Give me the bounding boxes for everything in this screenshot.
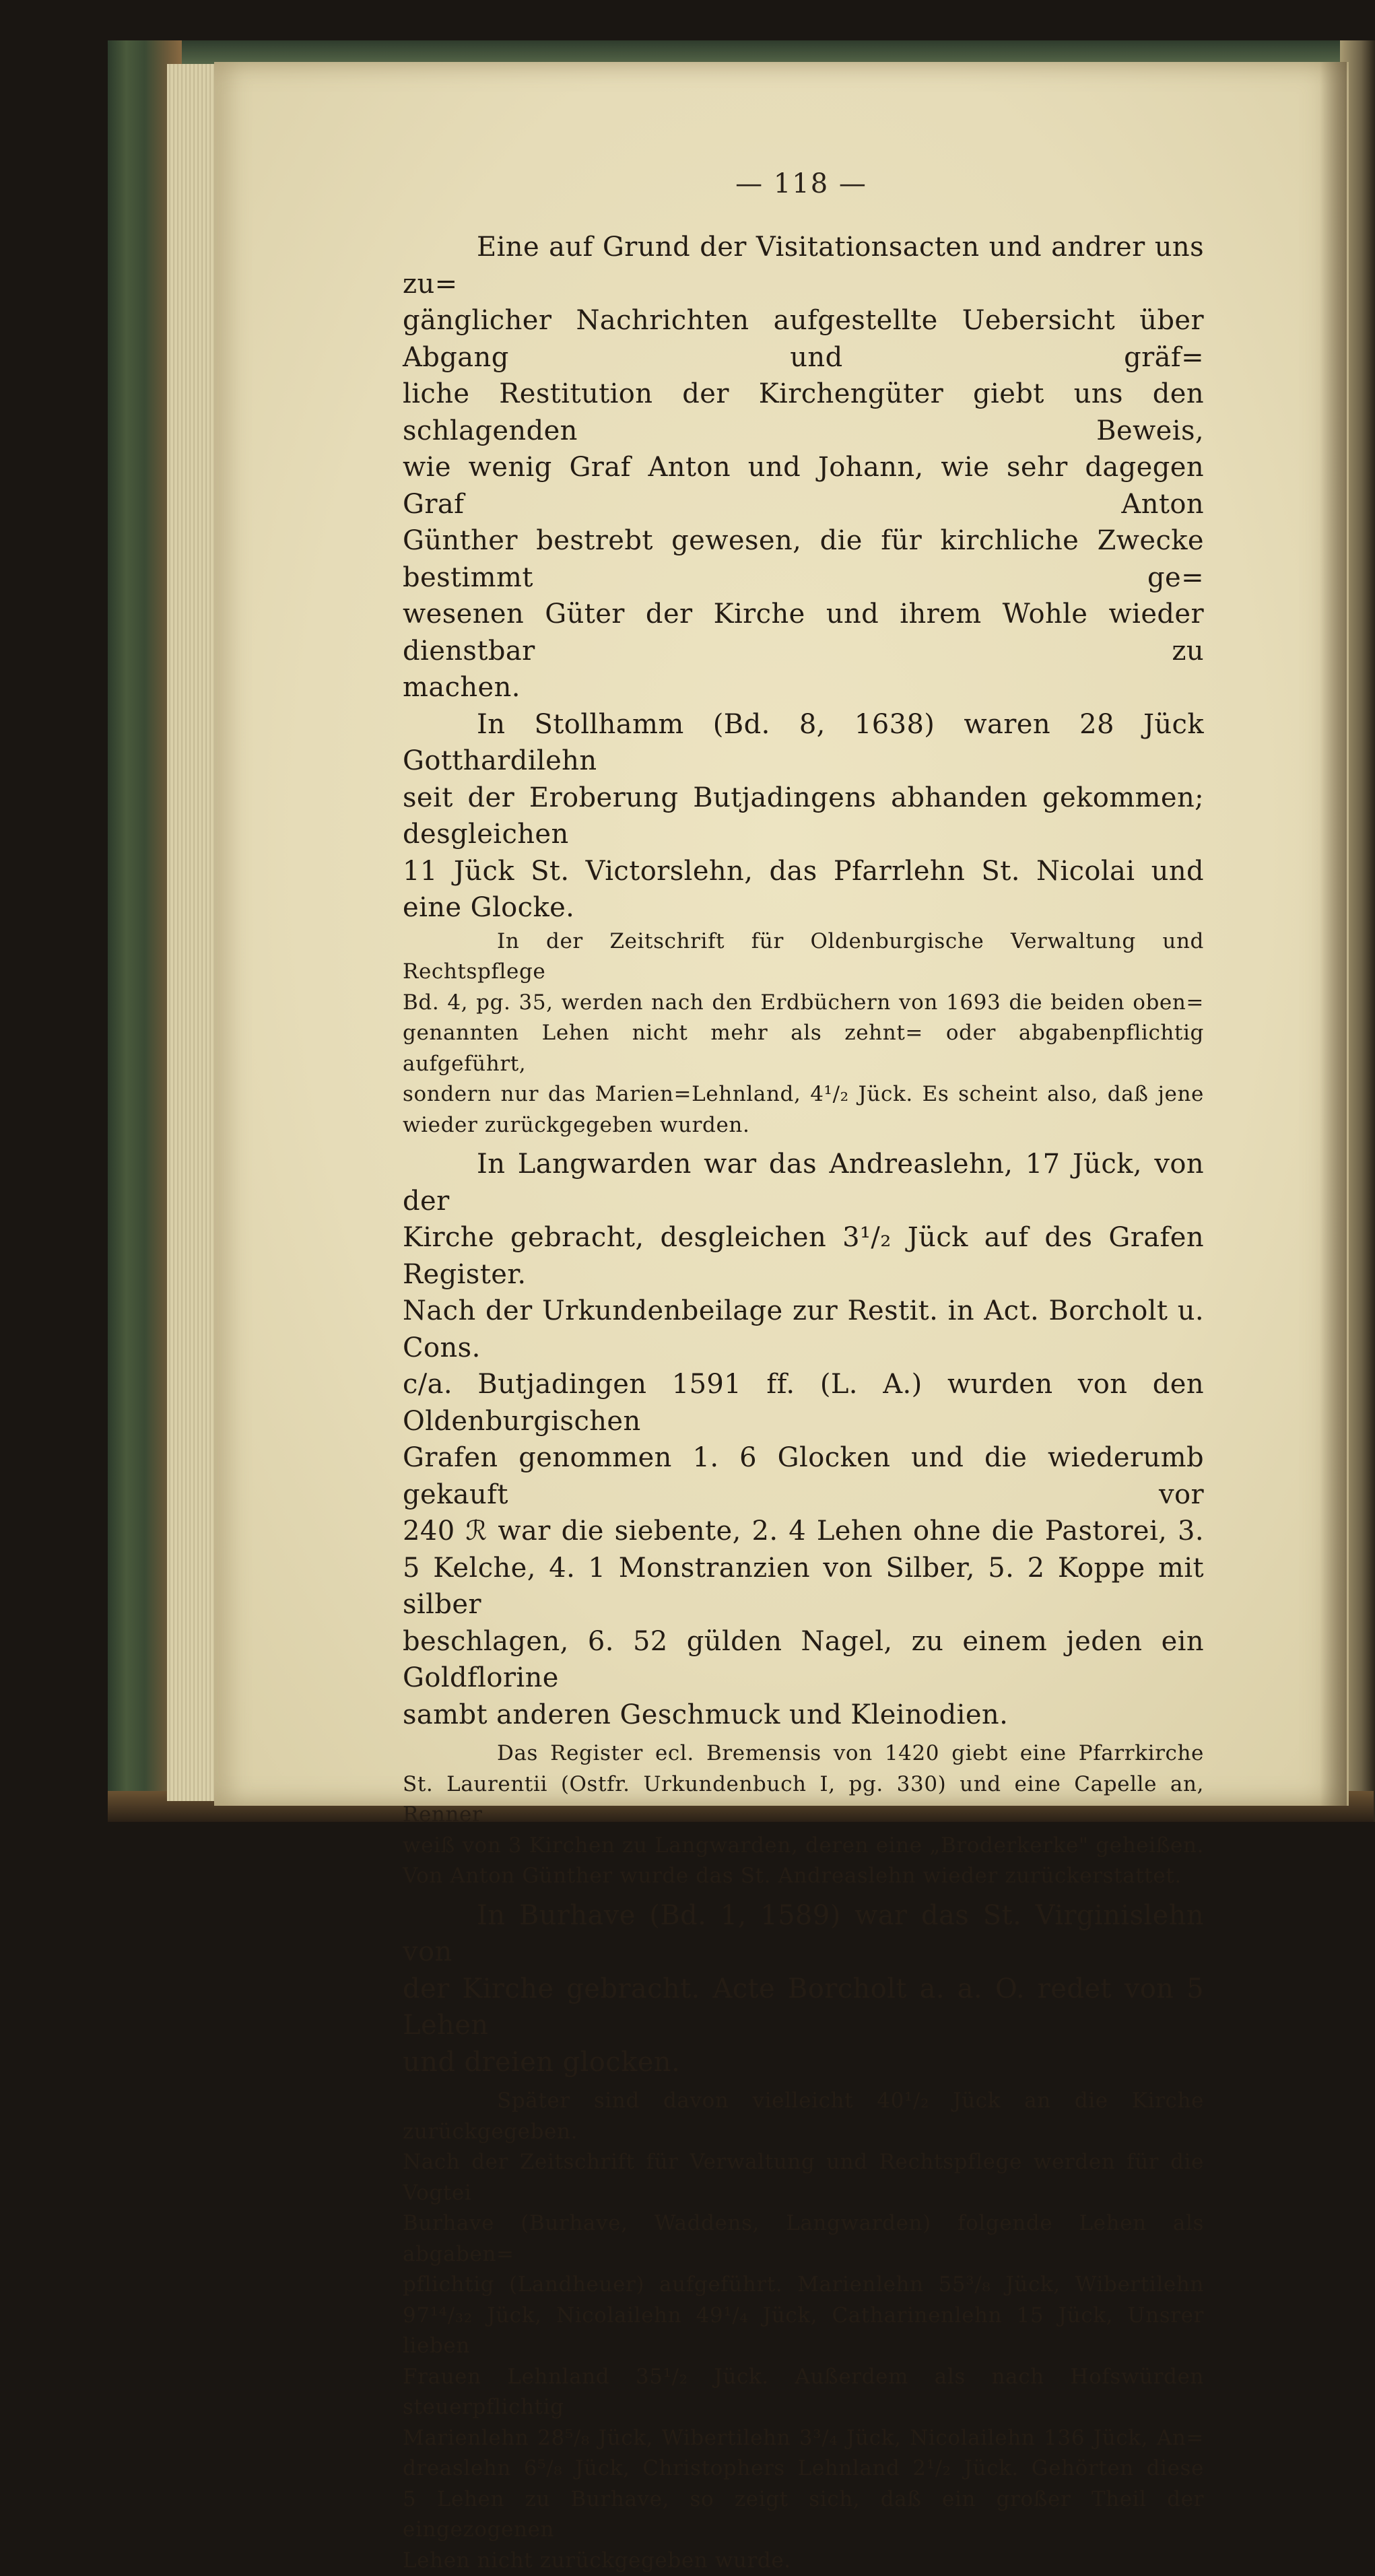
text-line: beschlagen, 6. 52 gülden Nagel, zu einem jeden ein Goldflorine xyxy=(403,1623,1204,1697)
text-line: 11 Jück St. Victorslehn, das Pfarrlehn St. Nicolai und eine Glocke. xyxy=(403,853,1204,926)
text-line: und dreien glocken. xyxy=(403,2044,1204,2081)
page-edges xyxy=(167,64,217,1801)
text-line: In Burhave (Bd. 1, 1589) war das St. Virginislehn von xyxy=(403,1897,1204,1971)
text-line: 240 ℛ war die siebente, 2. 4 Lehen ohne die Pastorei, 3. xyxy=(403,1513,1204,1550)
note-line: pflichtig (Landheuer) aufgeführt. Marienlehn 55³/₈ Jück, Wibertilehn xyxy=(403,2270,1204,2301)
note-line: Später sind davon vielleicht 40¹/₂ Jück an die Kirche zurückgegeben. xyxy=(403,2086,1204,2147)
text-line: Kirche gebracht, desgleichen 3¹/₂ Jück auf des Grafen Register. xyxy=(403,1219,1204,1293)
text-line: der Kirche gebracht. Acte Borcholt a. a. O. redet von 5 Lehen xyxy=(403,1971,1204,2044)
text-line: In Langwarden war das Andreaslehn, 17 Jück, von der xyxy=(403,1146,1204,1219)
text-line: Nach der Urkundenbeilage zur Restit. in Act. Borcholt u. Cons. xyxy=(403,1293,1204,1366)
note-line: Von Anton Günther wurde das St. Andreaslehn wieder zurückerstattet. xyxy=(403,1861,1204,1892)
note-line: Nach der Zeitschrift für Verwaltung und Rechtspflege werden für die Vogtei xyxy=(403,2147,1204,2208)
footnote-langwarden xyxy=(403,1738,1204,1892)
note-line: genannten Lehen nicht mehr als zehnt= oder abgabenpflichtig aufgeführt, xyxy=(403,1018,1204,1079)
note-line: wieder zurückgegeben wurden. xyxy=(403,1110,1204,1141)
page-number: — 118 — xyxy=(687,168,916,199)
note-line: Frauen Lehnland 35¹/₂ Jück. Außerdem als nach Hofswürden steuerpflichtig xyxy=(403,2362,1204,2423)
text-line: wesenen Güter der Kirche und ihrem Wohle wieder dienstbar zu xyxy=(403,596,1204,669)
paragraph-burhave xyxy=(403,1897,1204,2081)
text-line: seit der Eroberung Butjadingens abhanden gekommen; desgleichen xyxy=(403,780,1204,853)
note-line: Bd. 4, pg. 35, werden nach den Erdbüchern von 1693 die beiden oben= xyxy=(403,988,1204,1019)
paragraph-stollhamm xyxy=(403,706,1204,926)
note-line: sondern nur das Marien=Lehnland, 4¹/₂ Jück. Es scheint also, daß jene xyxy=(403,1079,1204,1110)
footnote-burhave xyxy=(403,2086,1204,2576)
note-line: weiß von 3 Kirchen zu Langwarden, deren eine „Broderkerke" geheißen. xyxy=(403,1831,1204,1862)
note-line: Burhave (Burhave, Waddens, Langwarden) folgende Lehen als abgaben= xyxy=(403,2208,1204,2270)
note-line: Lehen nicht zurückgegeben wurde. xyxy=(403,2546,1204,2576)
text-line: c/a. Butjadingen 1591 ff. (L. A.) wurden von den Oldenburgischen xyxy=(403,1366,1204,1439)
note-line: 97¹⁴/₃₂ Jück, Nicolailehn 49¹/₄ Jück, Catharinenlehn 15 Jück, Unsrer lieben xyxy=(403,2301,1204,2362)
note-line: 5 Lehen zu Burhave, so zeigt sich, daß ein großer Theil der eingezogenen xyxy=(403,2484,1204,2546)
note-line: Das Register ecl. Bremensis von 1420 giebt eine Pfarrkirche xyxy=(403,1738,1204,1769)
footnote-stollhamm xyxy=(403,926,1204,1141)
text-line: gänglicher Nachrichten aufgestellte Uebersicht über Abgang und gräf= xyxy=(403,302,1204,376)
paragraph-langwarden xyxy=(403,1146,1204,1733)
text-line: 5 Kelche, 4. 1 Monstranzien von Silber, 5. 2 Koppe mit silber xyxy=(403,1550,1204,1623)
paragraph-visitation-overview xyxy=(403,229,1204,706)
text-line: liche Restitution der Kirchengüter giebt uns den schlagenden Beweis, xyxy=(403,376,1204,449)
page-gutter-shadow xyxy=(1320,62,1347,1806)
text-line: Günther bestrebt gewesen, die für kirchliche Zwecke bestimmt ge= xyxy=(403,522,1204,596)
note-line: Marienlehn 28⁵/₈ Jück, Wibertilehn 3³/₄ Jück, Nicolailehn 136 Jück, An= xyxy=(403,2423,1204,2454)
text-line: In Stollhamm (Bd. 8, 1638) waren 28 Jück Gotthardilehn xyxy=(403,706,1204,780)
text-line: Grafen genommen 1. 6 Glocken und die wiederumb gekauft vor xyxy=(403,1439,1204,1513)
note-line: In der Zeitschrift für Oldenburgische Verwaltung und Rechtspflege xyxy=(403,926,1204,988)
text-line: machen. xyxy=(403,669,1204,706)
text-line: wie wenig Graf Anton und Johann, wie sehr dagegen Graf Anton xyxy=(403,449,1204,522)
note-line: St. Laurentii (Ostfr. Urkundenbuch I, pg. 330) und eine Capelle an, Renner xyxy=(403,1769,1204,1831)
page-text xyxy=(403,229,1204,2576)
note-line: dreaslehn 6⁵/₈ Jück, Christophers Lehnland 2¹/₂ Jück. Gehörten diese xyxy=(403,2453,1204,2484)
text-line: sambt anderen Geschmuck und Kleinodien. xyxy=(403,1697,1204,1734)
text-line: Eine auf Grund der Visitationsacten und andrer uns zu= xyxy=(403,229,1204,302)
